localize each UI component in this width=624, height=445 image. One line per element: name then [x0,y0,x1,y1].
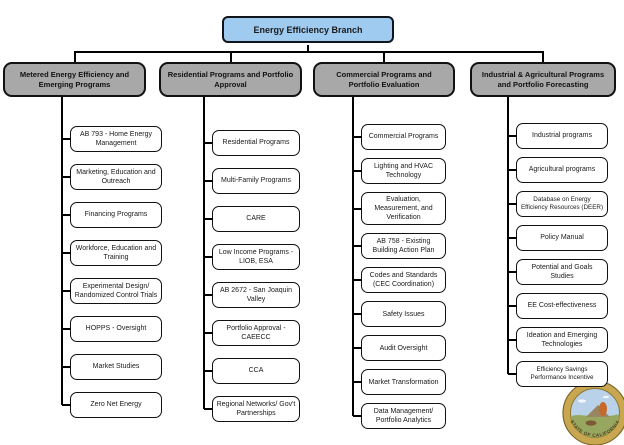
org-node: Commercial Programs [361,124,446,150]
california-seal-icon [562,380,624,445]
column-items-metered [70,126,162,418]
org-node: Agricultural programs [516,157,608,183]
org-node: HOPPS - Oversight [70,316,162,342]
org-node: CCA [212,358,300,384]
org-node: Market Studies [70,354,162,380]
org-header-commercial: Commercial Programs and Portfolio Evaluation [313,62,455,97]
org-node: Codes and Standards (CEC Coordination) [361,267,446,293]
org-node: AB 758 - Existing Building Action Plan [361,233,446,259]
org-node: Efficiency Savings Performance Incentive [516,361,608,387]
org-node: Ideation and Emerging Technologies [516,327,608,353]
seal-text: STATE OF CALIFORNIA [569,419,621,438]
connector-bus [74,51,544,53]
org-node: Safety Issues [361,301,446,327]
org-node: Market Transformation [361,369,446,395]
org-header-residential: Residential Programs and Portfolio Approval [159,62,302,97]
org-node: Lighting and HVAC Technology [361,158,446,184]
org-node-root: Energy Efficiency Branch [222,16,394,43]
org-node: Portfolio Approval - CAEECC [212,320,300,346]
org-node: AB 2672 - San Joaquin Valley [212,282,300,308]
org-node: Regional Networks/ Gov't Partnerships [212,396,300,422]
org-node: Low Income Programs - LIOB, ESA [212,244,300,270]
org-header-industrial: Industrial & Agricultural Programs and Portfolio Forecasting [470,62,616,97]
org-node: Industrial programs [516,123,608,149]
org-node: Residential Programs [212,130,300,156]
org-node: Audit Oversight [361,335,446,361]
connector-drop-2 [230,51,232,62]
org-node: Marketing, Education and Outreach [70,164,162,190]
org-node: Policy Manual [516,225,608,251]
connector-drop-3 [383,51,385,62]
org-node: Database on Energy Efficiency Resources (DEER) [516,191,608,217]
org-node: CARE [212,206,300,232]
column-items-residential [212,130,300,422]
org-node: Workforce, Education and Training [70,240,162,266]
column-items-commercial [361,124,446,429]
org-node: Data Management/ Portfolio Analytics [361,403,446,429]
org-node: AB 793 - Home Energy Management [70,126,162,152]
org-node: Experimental Design/ Randomized Control Trials [70,278,162,304]
connector-drop-4 [542,51,544,62]
org-node: Evaluation, Measurement, and Verification [361,192,446,225]
org-node: Zero Net Energy [70,392,162,418]
column-items-industrial [516,123,608,387]
org-node: Financing Programs [70,202,162,228]
org-header-metered: Metered Energy Efficiency and Emerging Programs [3,62,146,97]
org-node: Potential and Goals Studies [516,259,608,285]
connector-drop-1 [74,51,76,62]
org-node: Multi-Family Programs [212,168,300,194]
org-node: EE Cost-effectiveness [516,293,608,319]
